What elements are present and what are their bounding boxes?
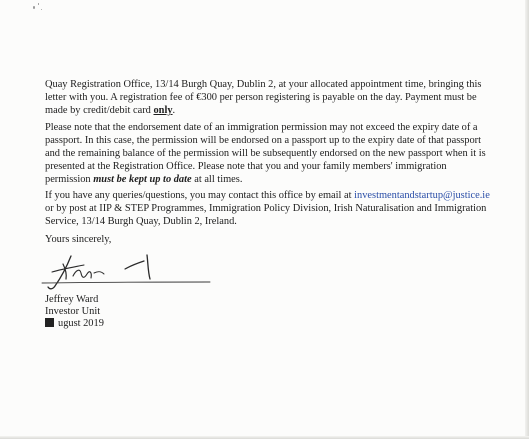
passport-emphasis: must be kept up to date (93, 174, 192, 185)
handwritten-signature (40, 252, 215, 294)
redaction-block (45, 318, 54, 327)
passport-text: Please note that the endorsement date of an immigration permission may not exceed the expiry date of a passport. In this case, the permission will be endorsed on a passport up to the expiry date of that passport and the remaining balance of the permission will be subsequently endorsed on the new passport when it is presented at the Registration Office. Please note that you and your family members' immigration permission (45, 122, 486, 185)
scan-speck (41, 9, 42, 10)
payment-paragraph (45, 78, 490, 117)
letter-date-text: ugust 2019 (58, 318, 104, 329)
scan-edge (525, 0, 529, 439)
contact-text-before: If you have any queries/questions, you may contact this office by email at (45, 190, 355, 201)
payment-end: . (172, 105, 176, 116)
contact-paragraph (45, 189, 490, 228)
contact-text-after: or by post at IIP & STEP Programmes, Immigration Policy Division, Irish Naturalisation and Immigration Service, 13/14 Burgh Quay, Dublin 2, Ireland. (45, 203, 487, 227)
email-link[interactable]: investmentandstartup@justice.ie (354, 190, 490, 201)
payment-emphasis: only (153, 105, 173, 116)
signatory-name: Jeffrey Ward (45, 294, 99, 305)
scan-speck (38, 3, 39, 5)
closing-line: Yours sincerely, (45, 234, 112, 245)
passport-paragraph (45, 121, 490, 186)
payment-text: Quay Registration Office, 13/14 Burgh Quay, Dublin 2, at your allocated appointment time, bringing this letter with you. A registration fee of €300 per person registering is payable on the day. Payment must be made by credit/debit card (45, 79, 482, 116)
signatory-unit: Investor Unit (45, 306, 101, 317)
letter-date (45, 317, 104, 330)
scan-speck (33, 6, 35, 9)
passport-end: at all times. (191, 174, 243, 185)
